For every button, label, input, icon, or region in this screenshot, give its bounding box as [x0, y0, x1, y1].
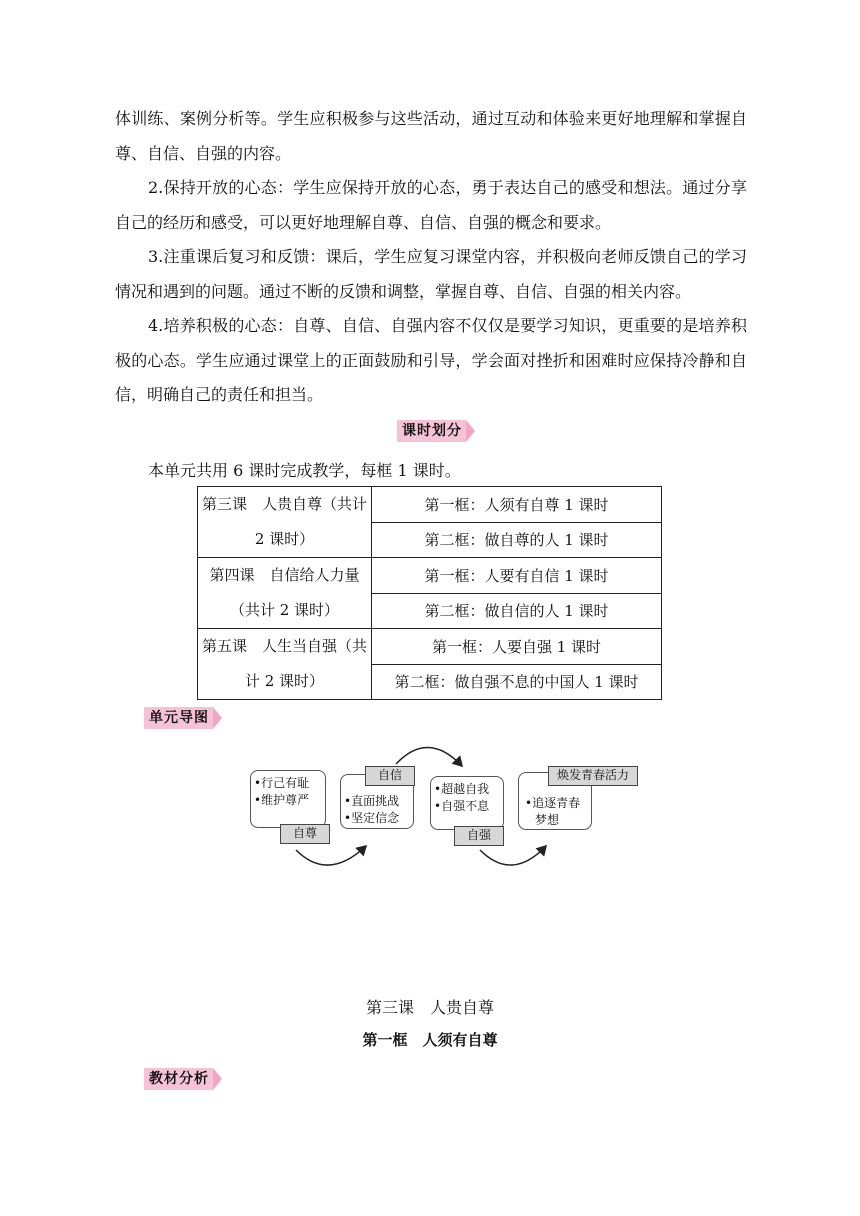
node-point: •坚定信念: [344, 811, 400, 825]
frame-cell: 第二框：做自尊的人 1 课时: [372, 522, 662, 558]
section-title-schedule: 课时划分: [397, 420, 466, 442]
section-badge-schedule: [397, 420, 475, 442]
map-node-ziqiang: [430, 776, 504, 830]
paragraph-review-feedback: 3.注重课后复习和反馈：课后，学生应复习课堂内容，并积极向老师反馈自己的学习情况和遇到的问题。通过不断的反馈和调整，掌握自尊、自信、自强的相关内容。: [115, 247, 747, 301]
paragraph-positive-attitude: 4.培养积极的心态：自尊、自信、自强内容不仅仅是要学习知识，更重要的是培养积极的心态。学生应通过课堂上的正面鼓励和引导，学会面对挫折和困难时应保持冷静和自信，明确自己的责任和担当。: [115, 316, 747, 404]
section-badge-analysis: [144, 1068, 222, 1090]
frame-title: 第一框 人须有自尊: [362, 1031, 498, 1049]
unit-mind-map: [248, 742, 640, 872]
lesson-cell: 第五课 人生当自强（共计 2 课时）: [198, 629, 372, 700]
node-point: •直面挑战: [344, 794, 400, 808]
node-point: •自强不息: [434, 799, 490, 813]
lesson-title: 第三课 人贵自尊: [365, 998, 494, 1017]
arrow-ziqiang-to-youth: [480, 846, 546, 865]
section-title-analysis: 教材分析: [144, 1068, 213, 1090]
badge-arrow-icon: [213, 1068, 222, 1090]
arrow-zizun-to-zixin: [296, 846, 366, 865]
frame-cell: 第二框：做自信的人 1 课时: [372, 593, 662, 629]
frame-cell: 第一框：人要有自信 1 课时: [372, 558, 662, 594]
frame-cell: 第一框：人要自强 1 课时: [372, 629, 662, 665]
map-node-zizun: [250, 770, 326, 828]
node-point: •维护尊严: [254, 793, 310, 807]
lesson-cell: 第四课 自信给人力量（共计 2 课时）: [198, 558, 372, 629]
arrow-zixin-to-ziqiang: [396, 747, 462, 766]
schedule-table: [197, 486, 662, 700]
paragraph-open-mind: 2.保持开放的心态：学生应保持开放的心态，勇于表达自己的感受和想法。通过分享自己的经历和感受，可以更好地理解自尊、自信、自强的概念和要求。: [115, 178, 747, 232]
section-title-map: 单元导图: [144, 707, 213, 729]
schedule-intro: 本单元共用 6 课时完成教学，每框 1 课时。: [148, 461, 461, 480]
frame-cell: 第一框：人须有自尊 1 课时: [372, 487, 662, 523]
node-point: •超越自我: [434, 782, 490, 796]
node-point: •行己有耻: [254, 776, 310, 790]
paragraph-continued: 体训练、案例分析等。学生应积极参与这些活动，通过互动和体验来更好地理解和掌握自尊、自信、自强的内容。: [115, 109, 747, 163]
map-label-ziqiang: 自强: [454, 826, 504, 846]
map-label-zizun: 自尊: [280, 824, 330, 844]
map-label-zixin: 自信: [365, 766, 415, 786]
table-row: [198, 487, 662, 523]
frame-cell: 第二框：做自强不息的中国人 1 课时: [372, 664, 662, 700]
badge-arrow-icon: [213, 707, 222, 729]
map-label-youth: 焕发青春活力: [548, 766, 638, 786]
section-badge-map: [144, 707, 222, 729]
badge-arrow-icon: [466, 420, 475, 442]
node-point: •追逐青春: [525, 796, 581, 810]
node-point: 梦想: [535, 813, 560, 827]
lesson-cell: 第三课 人贵自尊（共计 2 课时）: [198, 487, 372, 558]
table-row: [198, 558, 662, 594]
table-row: [198, 629, 662, 665]
